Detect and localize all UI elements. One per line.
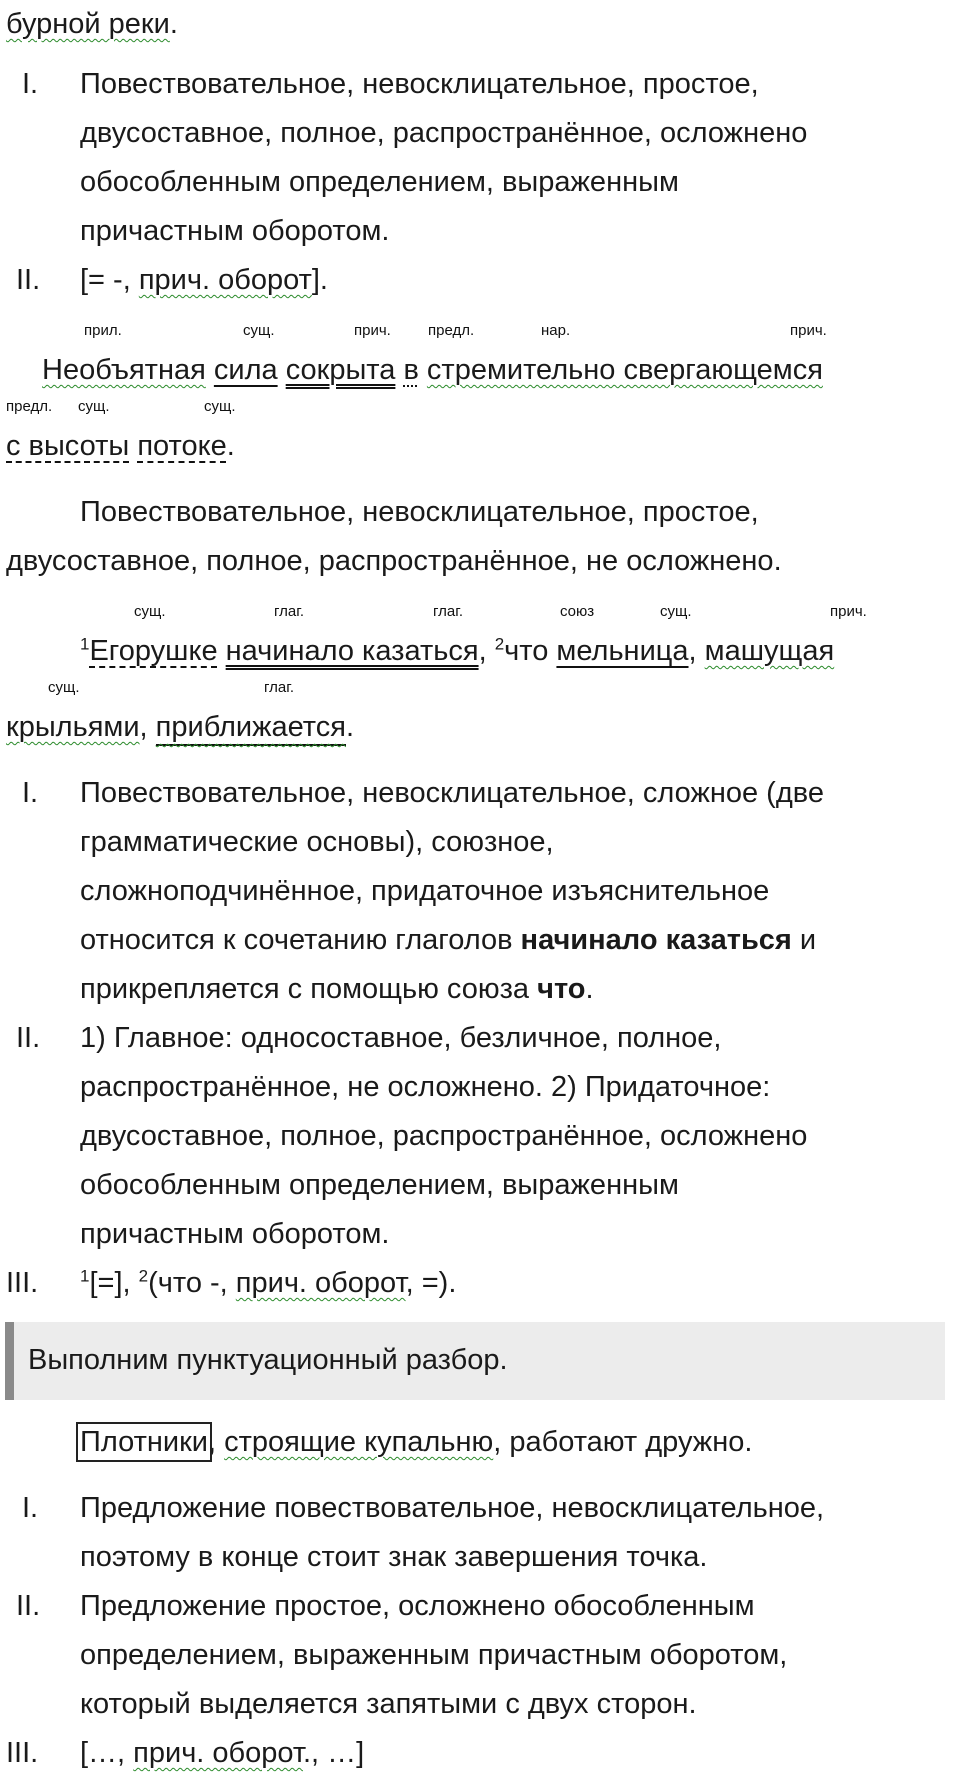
punct: ,	[688, 635, 705, 667]
text-part: прикрепляется с помощью союза	[80, 973, 538, 1005]
scheme-line	[80, 262, 328, 298]
punct: ,	[207, 1426, 225, 1458]
word: начинало казаться	[225, 635, 479, 667]
punct: .	[169, 8, 178, 40]
word: мельница	[556, 635, 689, 667]
scheme-part: ., …]	[302, 1737, 365, 1769]
clause-number: 1	[80, 634, 90, 654]
word: потоке	[137, 430, 227, 462]
pos-tag: сущ.	[78, 398, 110, 415]
pos-tag: сущ.	[243, 322, 275, 339]
scheme-part: […,	[80, 1737, 134, 1769]
bold-text: что	[537, 973, 586, 1005]
word: что	[504, 635, 549, 667]
text-line: 1) Главное: односоставное, безличное, полное,	[80, 1022, 722, 1054]
pos-tag: глаг.	[433, 603, 464, 620]
scheme-part: [= -,	[80, 264, 139, 296]
word: сила	[213, 354, 278, 386]
scheme-part: прич. оборот	[133, 1737, 303, 1769]
pos-tag: глаг.	[264, 679, 295, 696]
text-line: поэтому в конце стоит знак завершения точка.	[80, 1541, 708, 1573]
word: стремительно свергающемся	[426, 354, 823, 386]
word: приближается	[156, 711, 346, 746]
list-marker: I.	[22, 1492, 39, 1524]
text-line: Повествовательное, невосклицательное, простое,	[80, 68, 759, 100]
text-line	[80, 922, 816, 958]
text-line: определением, выраженным причастным оборотом,	[80, 1639, 788, 1671]
word: строящие купальню	[224, 1426, 494, 1458]
text-part: , работают дружно.	[493, 1426, 753, 1458]
scheme-part: (что -,	[148, 1267, 236, 1299]
clause-number: 1	[80, 1266, 90, 1286]
word: с высоты	[6, 430, 130, 462]
pos-tag: предл.	[6, 398, 53, 415]
parsed-sentence	[80, 633, 834, 669]
word: Необъятная	[42, 354, 206, 386]
text-line: сложноподчинённое, придаточное изъяснительное	[80, 875, 770, 907]
scheme-part: [=],	[89, 1267, 139, 1299]
list-marker: I.	[22, 777, 39, 809]
word: машущая	[704, 635, 835, 667]
text-line: обособленным определением, выраженным	[80, 1169, 679, 1201]
text-line: двусоставное, полное, распространённое, не осложнено.	[6, 545, 782, 577]
section-title: Выполним пунктуационный разбор.	[28, 1344, 508, 1376]
text-line: Предложение простое, осложнено обособленным	[80, 1590, 755, 1622]
text-line: обособленным определением, выраженным	[80, 166, 679, 198]
pos-tag: предл.	[428, 322, 475, 339]
bold-text: начинало казаться	[520, 924, 792, 956]
text-line: причастным оборотом.	[80, 215, 390, 247]
word: крыльями	[6, 711, 140, 743]
text-line: Повествовательное, невосклицательное, сложное (две	[80, 777, 824, 809]
parsed-sentence	[6, 709, 354, 745]
scheme-part: прич. оборот	[235, 1267, 406, 1299]
text-line: Предложение повествовательное, невосклицательное,	[80, 1492, 825, 1524]
text-part: относится к сочетанию глаголов	[80, 924, 521, 956]
list-marker: I.	[22, 68, 39, 100]
pos-tag: сущ.	[134, 603, 166, 620]
scheme-part: , =).	[405, 1267, 457, 1299]
boxed-word: Плотники	[80, 1426, 208, 1458]
scheme-part: ].	[311, 264, 328, 296]
text-line: грамматические основы), союзное,	[80, 826, 554, 858]
pos-tag: прич.	[354, 322, 391, 339]
word: сокрыта	[285, 354, 396, 386]
punct: ,	[139, 711, 156, 743]
text-line: распространённое, не осложнено. 2) Придаточное:	[80, 1071, 771, 1103]
punct: .	[345, 711, 355, 743]
word: в	[403, 354, 419, 386]
list-marker: III.	[6, 1267, 39, 1299]
text-part: и	[791, 924, 817, 956]
word: Егорушке	[89, 635, 218, 667]
punct: .	[226, 430, 235, 462]
text-part: .	[585, 973, 594, 1005]
text-line	[6, 6, 178, 42]
parsed-sentence	[80, 1424, 752, 1460]
clause-number: 2	[494, 634, 505, 654]
scheme-line	[80, 1735, 364, 1771]
section-banner	[5, 1322, 945, 1400]
list-marker: II.	[16, 1590, 41, 1622]
pos-tag: сущ.	[48, 679, 80, 696]
pos-tag: прил.	[84, 322, 122, 339]
pos-tag: глаг.	[274, 603, 305, 620]
text-line: двусоставное, полное, распространённое, осложнено	[80, 1120, 808, 1152]
scheme-part: прич. оборот	[138, 264, 312, 296]
list-marker: II.	[16, 1022, 41, 1054]
parsed-sentence	[42, 352, 823, 388]
text-line: причастным оборотом.	[80, 1218, 390, 1250]
text-line: который выделяется запятыми с двух сторон.	[80, 1688, 697, 1720]
pos-tag: союз	[560, 603, 595, 620]
text-line: двусоставное, полное, распространённое, осложнено	[80, 117, 808, 149]
scheme-line	[80, 1265, 456, 1301]
pos-tag: нар.	[541, 322, 571, 339]
text-line: Повествовательное, невосклицательное, простое,	[80, 496, 759, 528]
clause-number: 2	[138, 1266, 149, 1286]
pos-tag: сущ.	[204, 398, 236, 415]
pos-tag: прич.	[830, 603, 867, 620]
text-line	[80, 971, 594, 1007]
pos-tag: сущ.	[660, 603, 692, 620]
punct: ,	[478, 635, 495, 667]
pos-tag: прич.	[790, 322, 827, 339]
list-marker: II.	[16, 264, 41, 296]
list-marker: III.	[6, 1737, 39, 1769]
word: бурной реки	[6, 8, 170, 40]
parsed-sentence	[6, 428, 235, 464]
